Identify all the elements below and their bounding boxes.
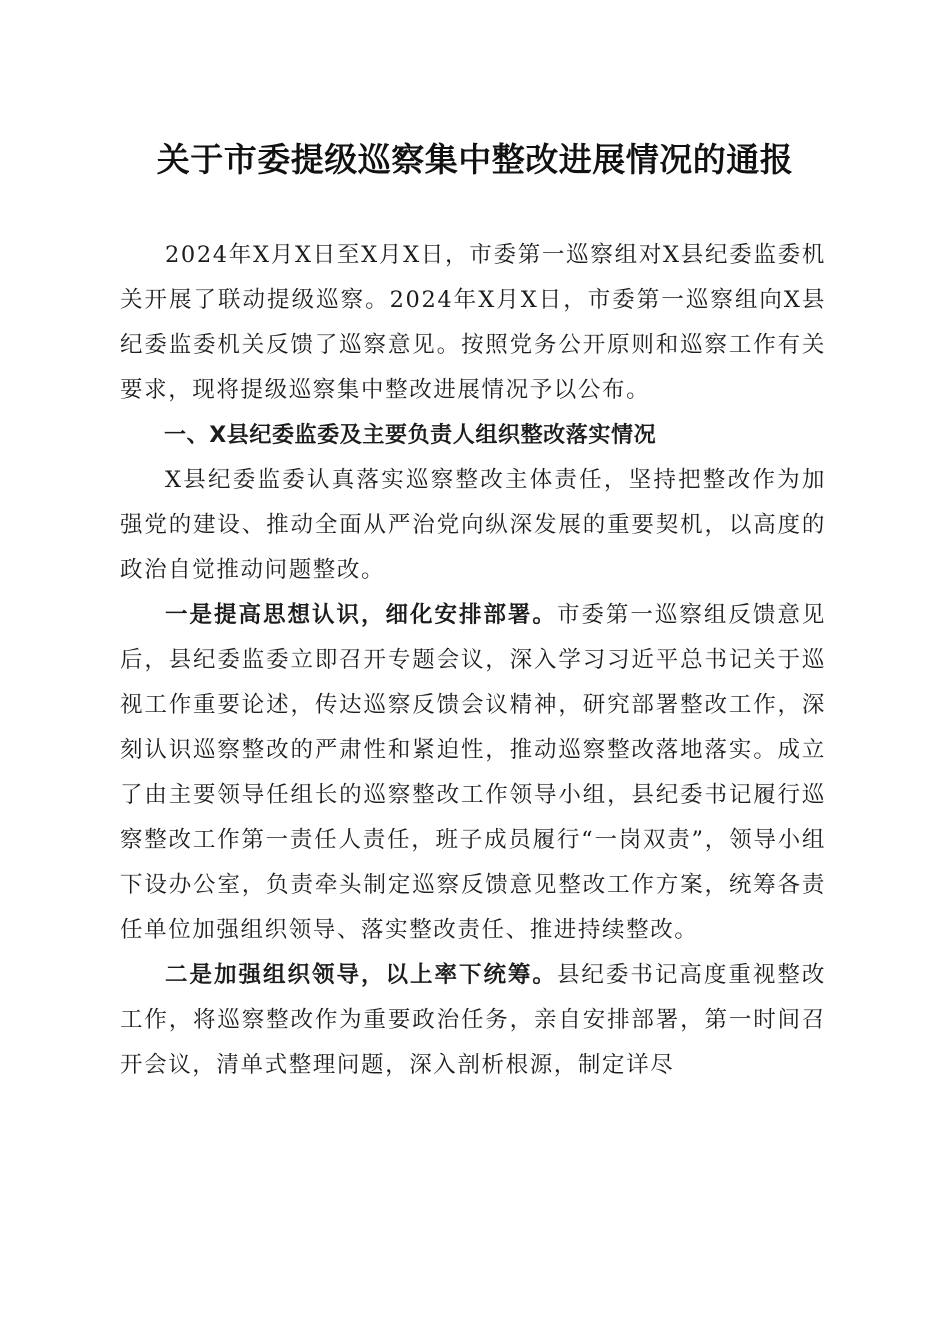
paragraph-lead: 一是提高思想认识，细化安排部署。 [165, 602, 557, 628]
document-body [120, 233, 826, 1088]
section-paragraph [120, 953, 826, 1088]
intro-paragraph [120, 233, 826, 413]
section-heading: 一、X县纪委监委及主要负责人组织整改落实情况 [164, 423, 657, 448]
section-paragraph [120, 458, 826, 593]
paragraph-text: X县纪委监委认真落实巡察整改主体责任，坚持把整改作为加强党的建设、推动全面从严治党向纵深发展的重要契机，以高度的政治自觉推动问题整改。 [120, 467, 826, 583]
paragraph-text: 县纪委书记高度重视整改工作，将巡察整改作为重要政治任务，亲自安排部署，第一时间召开会议，清单式整理问题，深入剖析根源，制定详尽 [120, 962, 826, 1078]
section-paragraph [120, 593, 826, 953]
paragraph-lead: 二是加强组织领导，以上率下统筹。 [165, 962, 557, 988]
document-title: 关于市委提级巡察集中整改进展情况的通报 [156, 140, 794, 179]
paragraph-text: 市委第一巡察组反馈意见后，县纪委监委立即召开专题会议，深入学习习近平总书记关于巡视工作重要论述，传达巡察反馈会议精神，研究部署整改工作，深刻认识巡察整改的严肃性和紧迫性，推动巡察整改落地落实。成立了由主要领导任组长的巡察整改工作领导小组，县纪委书记履行巡察整改工作第一责任人责任，班子成员履行“一岗双责”，领导小组下设办公室，负责牵头制定巡察反馈意见整改工作方案，统筹各责任单位加强组织领导、落实整改责任、推进持续整改。 [120, 602, 826, 943]
paragraph-text: 2024年X月X日至X月X日，市委第一巡察组对X县纪委监委机关开展了联动提级巡察。2024年X月X日，市委第一巡察组向X县纪委监委机关反馈了巡察意见。按照党务公开原则和巡察工作有关要求，现将提级巡察集中整改进展情况予以公布。 [120, 242, 826, 403]
